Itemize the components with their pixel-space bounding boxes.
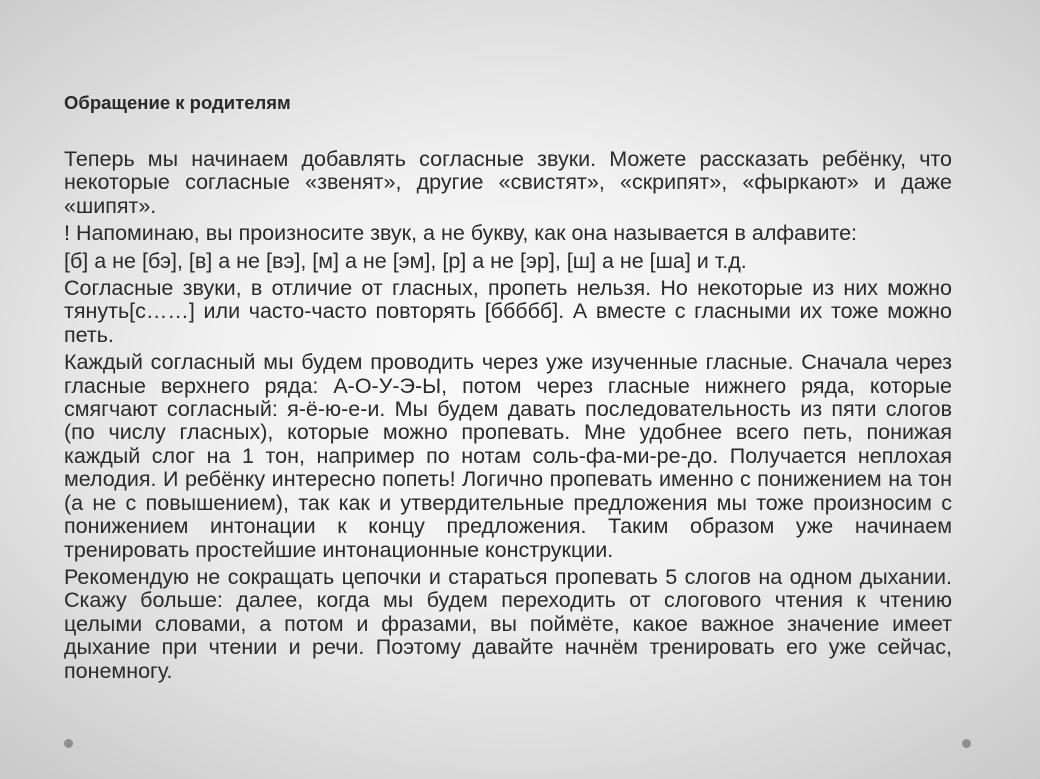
paragraph-breathing: Рекомендую не сокращать цепочки и стараться пропевать 5 слогов на одном дыхании. Скажу больше: далее, когда мы будем переходить от слогового чтения к чтению целыми словами, а потом и фразами, вы поймёте, какое важное значение имеет дыхание при чтении и речи. Поэтому давайте начнём тренировать его уже сейчас, понемногу. — [64, 564, 952, 683]
slide-title: Обращение к родителям — [64, 92, 291, 113]
paragraph-consonants-intro: Теперь мы начинаем добавлять согласные звуки. Можете рассказать ребёнку, что некоторые согласные «звенят», другие «свистят», «скрипят», «фыркают» и даже «шипят». — [64, 147, 952, 218]
slide-body — [64, 148, 952, 683]
paragraph-vowel-sequences: Каждый согласный мы будем проводить через уже изученные гласные. Сначала через гласные верхнего ряда: А-О-У-Э-Ы, потом через гласные нижнего ряда, которые смягчают согласный: я-ё-ю-е-и. Мы будем давать последовательность из пяти слогов (по числу гласных), которые можно пропевать. Мне удобнее всего петь, понижая каждый слог на 1 тон, например по нотам соль-фа-ми-ре-до. Получается неплохая мелодия. И ребёнку интересно попеть! Логично пропевать именно с понижением на тон (а не с повышением), так как и утвердительные предложения мы тоже произносим с понижением интонации к концу предложения. Таким образом уже начинаем тренировать простейшие интонационные конструкции. — [64, 350, 952, 562]
slide-content — [64, 91, 952, 687]
bottom-left-dot — [64, 739, 73, 748]
paragraph-sound-examples: [б] а не [бэ], [в] а не [вэ], [м] а не [эм], [р] а не [эр], [ш] а не [ша] и т.д. — [64, 248, 747, 273]
paragraph-singing-consonants: Согласные звуки, в отличие от гласных, пропеть нельзя. Но некоторые из них можно тянуть[с……] или часто-часто повторять [ббббб]. А вместе с гласными их тоже можно петь. — [64, 276, 952, 347]
bottom-right-dot — [962, 739, 971, 748]
paragraph-reminder: ! Напоминаю, вы произносите звук, а не букву, как она называется в алфавите: — [64, 221, 858, 246]
